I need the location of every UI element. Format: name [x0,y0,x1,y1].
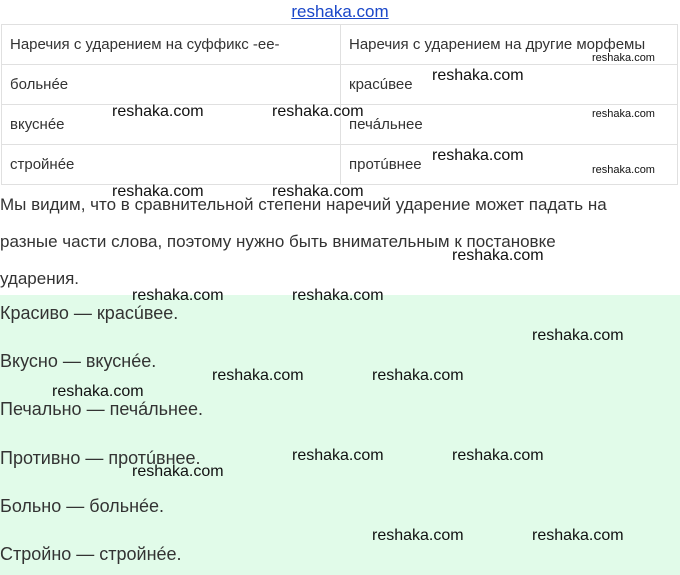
watermark: reshaka.com [112,103,204,120]
table-cell: больнéе [2,65,341,105]
watermark: reshaka.com [372,527,464,544]
table-cell: красúвее [341,65,678,105]
table-cell: протúвнее [341,145,678,185]
answer-line: Печально — печáльнее. [0,399,203,419]
watermark: reshaka.com [272,103,364,120]
watermark: reshaka.com [292,447,384,464]
explanation-paragraph [0,186,676,297]
watermark: reshaka.com [452,447,544,464]
table-header-row [2,25,678,65]
paragraph-line: разные части слова, поэтому нужно быть внимательным к постановке [0,232,556,251]
answer-line: Красиво — красúвее. [0,303,179,323]
watermark: reshaka.com [592,108,655,120]
watermark: reshaka.com [432,67,524,84]
watermark: reshaka.com [212,367,304,384]
table-cell: стройнéе [2,145,341,185]
table-cell: печáльнее [341,105,678,145]
table-row [2,65,678,105]
answer-line: Больно — больнéе. [0,496,165,516]
watermark: reshaka.com [532,527,624,544]
watermark: reshaka.com [132,463,224,480]
answer-line: Стройно — стройнéе. [0,544,182,564]
watermark: reshaka.com [292,287,384,304]
watermark: reshaka.com [592,52,655,64]
watermark: reshaka.com [132,287,224,304]
watermark: reshaka.com [592,164,655,176]
watermark: reshaka.com [272,183,364,200]
site-header-link[interactable]: reshaka.com [291,2,389,21]
paragraph-line: ударения. [0,269,80,288]
watermark: reshaka.com [432,147,524,164]
paragraph-line: Мы видим, что в сравнительной степени наречий ударение может падать на [0,195,607,214]
watermark: reshaka.com [452,247,544,264]
table-header-cell: Наречия с ударением на другие морфемы [341,25,678,65]
table-row [2,145,678,185]
watermark: reshaka.com [112,183,204,200]
watermark: reshaka.com [372,367,464,384]
watermark: reshaka.com [52,383,144,400]
answer-line: Вкусно — вкуснéе. [0,351,157,371]
watermark: reshaka.com [532,327,624,344]
answer-line: Противно — протúвнее. [0,448,201,468]
table-header-cell: Наречия с ударением на суффикс -ее- [2,25,341,65]
table-cell: вкуснéе [2,105,341,145]
